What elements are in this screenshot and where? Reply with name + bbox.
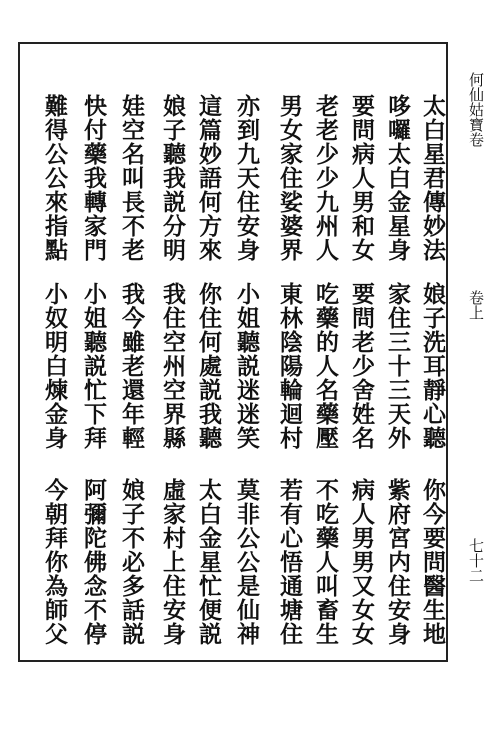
verse-line-top: 難得公公來指點 <box>41 94 68 262</box>
verse-line-tail: 阿彌陀佛念不停 <box>80 478 107 646</box>
verse-line-tail: 太白金星忙便説 <box>195 478 222 646</box>
verse-line-top: 要問病人男和女 <box>348 94 375 262</box>
verse-line-bottom: 吃藥的人名藥壓 <box>312 282 339 450</box>
verse-line-tail: 不吃藥人叫畜生 <box>312 478 339 646</box>
page-number: 七十二 <box>467 538 485 583</box>
verse-line-top: 老老少少九州人 <box>312 94 339 262</box>
verse-line-tail: 若有心悟通塘住 <box>276 478 303 646</box>
verse-line-tail: 今朝拜你為師父 <box>41 478 68 646</box>
verse-line-top: 快付藥我轉家門 <box>80 94 107 262</box>
verse-line-bottom: 東林陰陽輪迴村 <box>276 282 303 450</box>
verse-line-bottom: 娘子洗耳靜心聽 <box>419 282 446 450</box>
verse-line-bottom: 你住何處説我聽 <box>195 282 222 450</box>
verse-line-tail: 你今要問醫生地 <box>419 478 446 646</box>
verse-line-bottom: 要問老少舍姓名 <box>348 282 375 450</box>
verse-line-bottom: 小奴明白煉金身 <box>41 282 68 450</box>
verse-line-tail: 莫非公公是仙神 <box>233 478 260 646</box>
verse-line-top: 太白星君傳妙法 <box>419 94 446 262</box>
verse-line-tail: 虛家村上住安身 <box>159 478 186 646</box>
book-title: 何仙姑寶卷 <box>467 72 485 147</box>
volume-label: 卷上 <box>467 290 485 320</box>
verse-line-bottom: 我住空州空界縣 <box>159 282 186 450</box>
verse-line-top: 男女家住娑婆界 <box>276 94 303 262</box>
verse-line-bottom: 小姐聽説忙下拜 <box>80 282 107 450</box>
verse-line-tail: 病人男男又女女 <box>348 478 375 646</box>
verse-line-tail: 紫府宮内住安身 <box>384 478 411 646</box>
verse-line-top: 這篇妙語何方來 <box>195 94 222 262</box>
verse-line-bottom: 小姐聽説迷迷笑 <box>233 282 260 450</box>
verse-line-bottom: 我今雖老還年輕 <box>118 282 145 450</box>
verse-line-bottom: 家住三十三天外 <box>384 282 411 450</box>
verse-line-top: 亦到九天住安身 <box>233 94 260 262</box>
verse-line-top: 娃空名叫長不老 <box>118 94 145 262</box>
verse-line-top: 哆囉太白金星身 <box>384 94 411 262</box>
verse-line-top: 娘子聽我説分明 <box>159 94 186 262</box>
verse-line-tail: 娘子不必多話説 <box>118 478 145 646</box>
